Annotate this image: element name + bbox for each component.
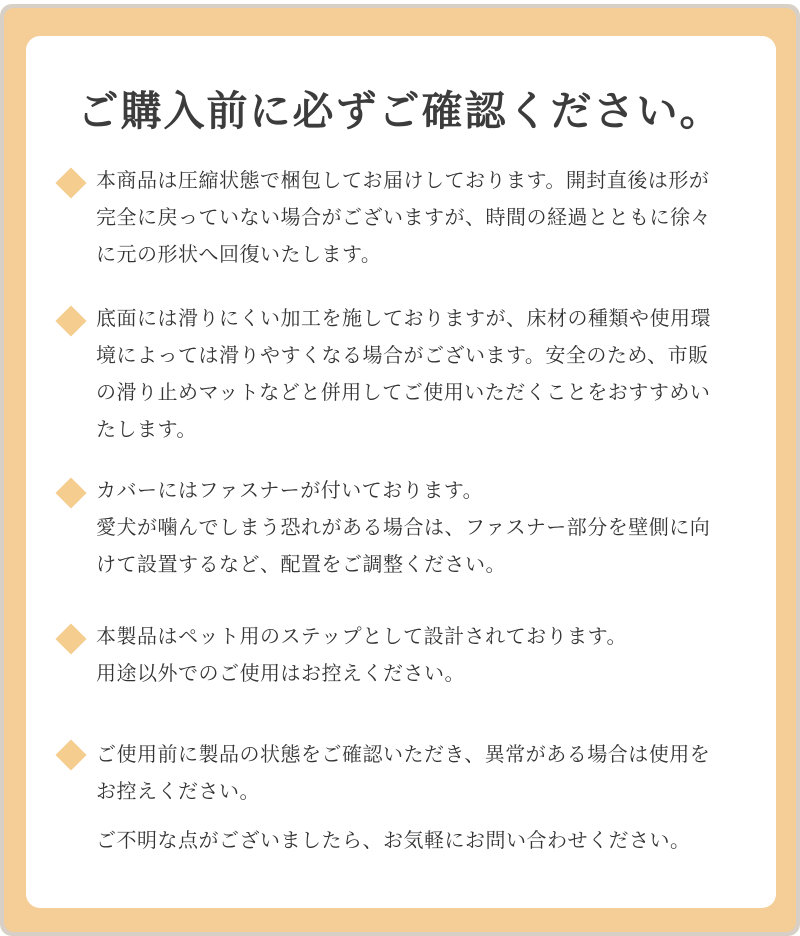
page-title: ご購入前に必ずご確認ください。 — [77, 87, 723, 135]
notice-line: ご使用前に製品の状態をご確認いただき、異常がある場合は使用を — [96, 742, 711, 766]
notice-line: けて設置するなど、配置をご調整ください。 — [96, 552, 506, 576]
notice-line: 愛犬が噛んでしまう恐れがある場合は、ファスナー部分を壁側に向 — [96, 515, 711, 539]
notice-5 — [96, 736, 756, 810]
notice-line: 用途以外でのご使用はお控えください。 — [96, 661, 465, 685]
notice-line: 本商品は圧縮状態で梱包してお届けしております。開封直後は形が — [96, 168, 710, 192]
notice-line: カバーにはファスナーが付いております。 — [96, 478, 484, 502]
notice-2 — [96, 300, 756, 448]
notice-3 — [96, 472, 756, 583]
notice-line: 本製品はペット用のステップとして設計されております。 — [96, 624, 627, 648]
notice-4 — [96, 618, 756, 692]
notice-line: 底面には滑りにくい加工を施しておりますが、床材の種類や使用環 — [96, 306, 711, 330]
notice-line: の滑り止めマットなどと併用してご使用いただくことをおすすめい — [96, 380, 711, 404]
closing-message: ご不明な点がございましたら、お気軽にお問い合わせください。 — [96, 828, 691, 852]
notice-1 — [96, 162, 756, 273]
notice-line: たします。 — [96, 417, 197, 441]
notice-line: 完全に戻っていない場合がございますが、時間の経過とともに徐々 — [96, 205, 711, 229]
notice-line: 境によっては滑りやすくなる場合がございます。安全のため、市販 — [96, 343, 709, 367]
notice-line: お控えください。 — [96, 779, 260, 803]
notice-line: に元の形状へ回復いたします。 — [96, 242, 382, 266]
